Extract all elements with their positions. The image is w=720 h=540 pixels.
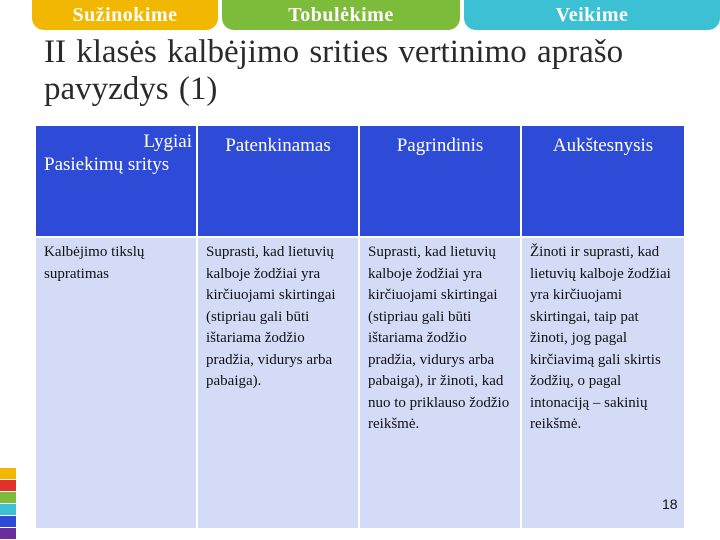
table-cell: Žinoti ir suprasti, kad lietuvių kalboje žodžiai yra kirčiuojami skirtingai, taip pat žinoti, jog pagal kirčiavimą gali skirtis žodžių, o pagal intonaciją – sakinių reikšmė. bbox=[521, 237, 685, 529]
column-header-patenkinamas: Patenkinamas bbox=[197, 125, 359, 237]
levels-label: Lygiai bbox=[143, 131, 192, 152]
stripe-segment bbox=[0, 468, 16, 479]
table-cell: Suprasti, kad lietuvių kalboje žodžiai yra kirčiuojami skirtingai (stipriau gali būti ištariama žodžio pradžia, vidurys arba pabaiga), ir žinoti, kad nuo to priklauso žodžio reikšmė. bbox=[359, 237, 521, 529]
header-corner-cell bbox=[35, 125, 197, 237]
table-header-row bbox=[35, 125, 685, 237]
row-label-cell: Kalbėjimo tikslų supratimas bbox=[35, 237, 197, 529]
page-number: 18 bbox=[662, 496, 678, 512]
assessment-table bbox=[34, 124, 686, 530]
stripe-segment bbox=[0, 504, 16, 515]
stripe-segment bbox=[0, 492, 16, 503]
stripe-segment bbox=[0, 480, 16, 491]
tab-veikime[interactable]: Veikime bbox=[464, 0, 720, 30]
tab-suzinokime[interactable]: Sužinokime bbox=[32, 0, 218, 30]
color-stripe bbox=[0, 468, 16, 540]
table-row bbox=[35, 237, 685, 529]
stripe-segment bbox=[0, 528, 16, 539]
tab-tobulekime[interactable]: Tobulėkime bbox=[222, 0, 460, 30]
areas-label: Pasiekimų sritys bbox=[44, 154, 170, 175]
column-header-pagrindinis: Pagrindinis bbox=[359, 125, 521, 237]
stripe-segment bbox=[0, 516, 16, 527]
table-cell: Suprasti, kad lietuvių kalboje žodžiai yra kirčiuojami skirtingai (stipriau gali būti ištariama žodžio pradžia, vidurys arba pabaiga). bbox=[197, 237, 359, 529]
slide-title: II klasės kalbėjimo srities vertinimo aprašo pavyzdys (1) bbox=[44, 34, 624, 107]
column-header-aukstesnysis: Aukštesnysis bbox=[521, 125, 685, 237]
